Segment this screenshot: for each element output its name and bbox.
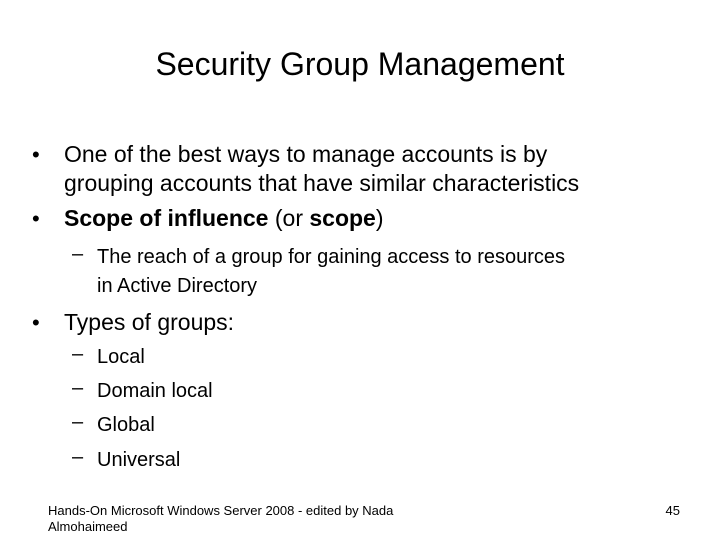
footer-line-2: Almohaimeed: [48, 519, 128, 534]
dash-icon: –: [72, 243, 84, 265]
group-type-item: Global: [97, 414, 155, 436]
sub-bullet-1-line-1: The reach of a group for gaining access to resources: [97, 246, 566, 268]
dash-icon: –: [72, 343, 84, 365]
sub-bullet-1-line-2: in Active Directory: [97, 275, 258, 297]
dash-icon: –: [72, 446, 84, 468]
dash-icon: –: [72, 377, 84, 399]
group-type-item: Local: [97, 346, 145, 368]
footer-line-1: Hands-On Microsoft Windows Server 2008 - edited by Nada: [48, 503, 394, 518]
bullet-icon: •: [32, 310, 40, 335]
group-type-item: Universal: [97, 449, 181, 471]
bullet-2-paren-open: (or: [268, 205, 310, 231]
bullet-icon: •: [32, 206, 40, 231]
bullet-1-line-1: One of the best ways to manage accounts is by: [64, 141, 548, 167]
bullet-2-paren-close: ): [375, 205, 384, 231]
group-type-item: Domain local: [97, 380, 213, 402]
scope-term: scope: [309, 205, 376, 231]
slide-title: Security Group Management: [155, 46, 565, 82]
scope-of-influence-term: Scope of influence: [64, 205, 269, 231]
dash-icon: –: [72, 411, 84, 433]
bullet-1-line-2: grouping accounts that have similar characteristics: [64, 170, 580, 196]
bullet-2-text: [64, 204, 384, 233]
footer-source: [48, 503, 468, 535]
bullet-3-text: Types of groups:: [64, 309, 235, 335]
page-number: 45: [665, 503, 680, 518]
bullet-icon: •: [32, 142, 40, 167]
